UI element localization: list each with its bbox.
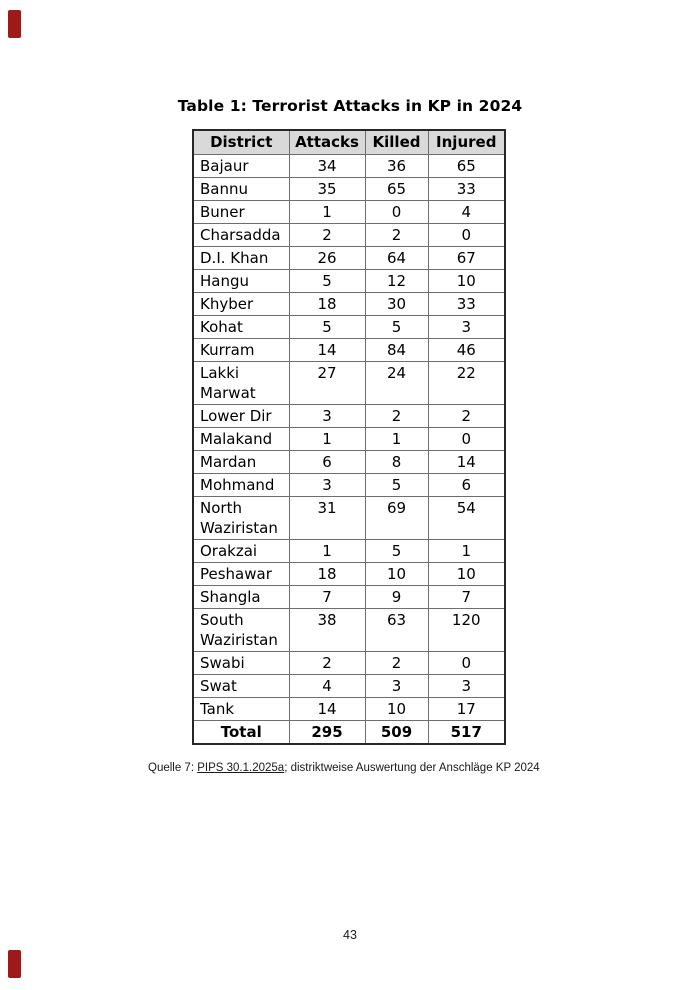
district-cell: Bannu [193,178,289,201]
page-number: 43 [343,928,357,942]
district-cell: Total [193,721,289,745]
value-cell: 17 [428,698,505,721]
value-cell: 22 [428,362,505,405]
value-cell: 35 [289,178,365,201]
table-row [193,474,505,497]
value-cell: 2 [365,405,428,428]
table-row [193,405,505,428]
value-cell: 5 [365,474,428,497]
table-row [193,270,505,293]
value-cell: 33 [428,178,505,201]
value-cell: 30 [365,293,428,316]
value-cell: 27 [289,362,365,405]
value-cell: 10 [365,698,428,721]
value-cell: 1 [289,540,365,563]
value-cell: 18 [289,293,365,316]
district-cell: Kohat [193,316,289,339]
value-cell: 24 [365,362,428,405]
district-cell: Charsadda [193,224,289,247]
value-cell: 0 [365,201,428,224]
value-cell: 0 [428,428,505,451]
value-cell: 14 [289,339,365,362]
district-cell: Buner [193,201,289,224]
value-cell: 10 [365,563,428,586]
district-cell: Lakki Marwat [193,362,289,405]
value-cell: 26 [289,247,365,270]
district-cell: Mohmand [193,474,289,497]
table-row [193,316,505,339]
revision-mark-icon [8,10,21,38]
value-cell: 46 [428,339,505,362]
table-header-row [193,130,505,155]
value-cell: 6 [428,474,505,497]
value-cell: 5 [289,316,365,339]
value-cell: 14 [428,451,505,474]
value-cell: 18 [289,563,365,586]
district-cell: D.I. Khan [193,247,289,270]
value-cell: 3 [289,474,365,497]
table-row [193,362,505,405]
attacks-table [192,129,506,745]
value-cell: 38 [289,609,365,652]
source-link[interactable]: PIPS 30.1.2025a [197,762,285,774]
value-cell: 295 [289,721,365,745]
value-cell: 509 [365,721,428,745]
district-cell: Lower Dir [193,405,289,428]
value-cell: 67 [428,247,505,270]
district-cell: Swabi [193,652,289,675]
value-cell: 7 [289,586,365,609]
caption-prefix: Quelle 7: [148,762,198,774]
header-injured: Injured [428,130,505,155]
value-cell: 64 [365,247,428,270]
value-cell: 63 [365,609,428,652]
table-row [193,155,505,178]
table-row [193,609,505,652]
district-cell: Mardan [193,451,289,474]
value-cell: 14 [289,698,365,721]
value-cell: 6 [289,451,365,474]
table-row [193,178,505,201]
district-cell: Tank [193,698,289,721]
table-row [193,675,505,698]
value-cell: 5 [289,270,365,293]
value-cell: 120 [428,609,505,652]
value-cell: 65 [428,155,505,178]
table-row [193,201,505,224]
value-cell: 33 [428,293,505,316]
value-cell: 8 [365,451,428,474]
value-cell: 12 [365,270,428,293]
table-row [193,224,505,247]
header-attacks: Attacks [289,130,365,155]
value-cell: 2 [289,652,365,675]
value-cell: 1 [289,428,365,451]
value-cell: 36 [365,155,428,178]
caption-suffix: ; distriktweise Auswertung der Anschläge KP 2024 [284,762,540,774]
district-cell: Hangu [193,270,289,293]
value-cell: 10 [428,563,505,586]
district-cell: South Waziristan [193,609,289,652]
header-district: District [193,130,289,155]
table-row [193,339,505,362]
table-body [193,155,505,745]
table-row [193,698,505,721]
table-row [193,497,505,540]
value-cell: 10 [428,270,505,293]
district-cell: Swat [193,675,289,698]
value-cell: 7 [428,586,505,609]
district-cell: Peshawar [193,563,289,586]
table-row [193,293,505,316]
table-title: Table 1: Terrorist Attacks in KP in 2024 [177,97,523,115]
value-cell: 65 [365,178,428,201]
value-cell: 5 [365,540,428,563]
district-cell: Malakand [193,428,289,451]
value-cell: 3 [428,316,505,339]
value-cell: 2 [428,405,505,428]
value-cell: 0 [428,652,505,675]
value-cell: 84 [365,339,428,362]
table-row [193,652,505,675]
value-cell: 3 [365,675,428,698]
value-cell: 3 [428,675,505,698]
value-cell: 54 [428,497,505,540]
table-row [193,586,505,609]
table-row [193,540,505,563]
table-row [193,247,505,270]
district-cell: Shangla [193,586,289,609]
value-cell: 1 [365,428,428,451]
value-cell: 2 [365,652,428,675]
district-cell: Kurram [193,339,289,362]
value-cell: 2 [289,224,365,247]
value-cell: 34 [289,155,365,178]
value-cell: 31 [289,497,365,540]
header-killed: Killed [365,130,428,155]
district-cell: Bajaur [193,155,289,178]
revision-mark-icon [8,950,21,978]
source-caption [148,761,540,775]
value-cell: 1 [289,201,365,224]
table-total-row [193,721,505,745]
value-cell: 3 [289,405,365,428]
value-cell: 4 [428,201,505,224]
value-cell: 9 [365,586,428,609]
table-row [193,451,505,474]
value-cell: 1 [428,540,505,563]
value-cell: 0 [428,224,505,247]
value-cell: 5 [365,316,428,339]
value-cell: 2 [365,224,428,247]
value-cell: 69 [365,497,428,540]
value-cell: 4 [289,675,365,698]
table-row [193,563,505,586]
district-cell: Orakzai [193,540,289,563]
table-row [193,428,505,451]
value-cell: 517 [428,721,505,745]
district-cell: North Waziristan [193,497,289,540]
district-cell: Khyber [193,293,289,316]
